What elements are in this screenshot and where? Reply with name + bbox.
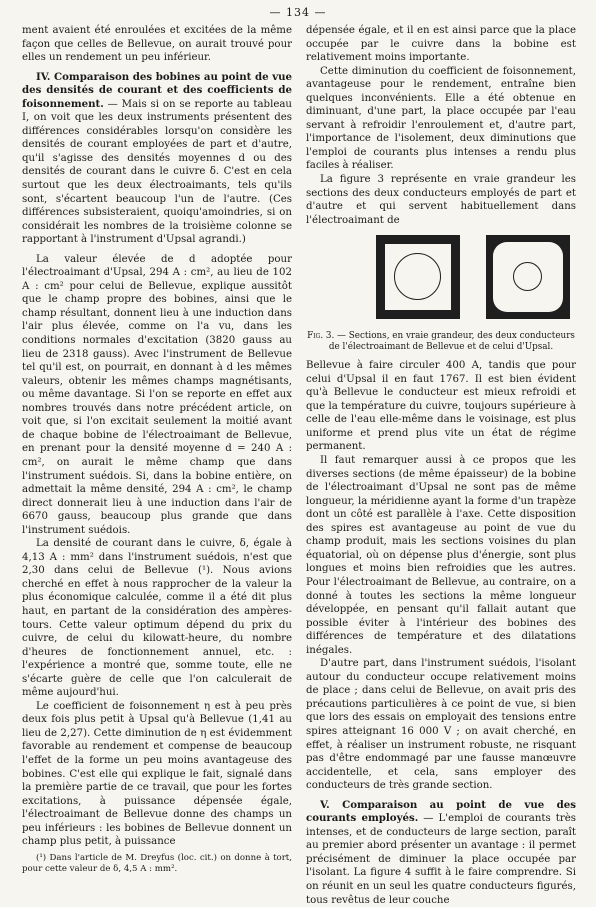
section-iv-heading: IV. Comparaison des bobines au point de vue des densités de courant et des coefficients de foisonnement. xyxy=(22,70,292,110)
water-channel-ring xyxy=(513,262,542,291)
paragraph: La valeur élevée de d adoptée pour l'électroaimant d'Upsal, 294 A : cm², au lieu de 102 A : cm² pour celui de Bellevue, explique aussitôt que le champ propre des bobines, ainsi que le champ résultant, donnent lieu à une induction dans l'air plus élevée, comme on l'a vu, dans les conditions normales d'excitation (3820 gauss au lieu de 2318 gauss). Avec l'instrument de Bellevue tel qu'il est, on pourrait, en donnant à d les mêmes valeurs, obtenir les mêmes champs magnétisants, ou même davantage. Si l'on se reporte en effet aux nombres trouvés dans notre précédent article, on voit que, si l'on excitait seulement la moitié avant de chaque bobine de l'électroaimant de Bellevue, en prenant pour la densité moyenne d = 240 A : cm², on aurait le même champ que dans l'instrument suédois. Si, dans la bobine entière, on admettait la même densité, 294 A : cm², le champ direct donnerait lieu à une induction dans l'air de 6670 gauss, beaucoup plus grande que dans l'instrument suédois. xyxy=(22,253,292,536)
section-v-heading: V. Comparaison au point de vue des courants employés. xyxy=(306,798,576,825)
section-iv-text: — Mais si on se reporte au tableau I, on voit que les deux instruments présentent des différences considérables lorsqu'on considère les densités de courant employées de part et d'autre, qu'il s'agisse des densités moyennes d ou des densités de courant dans le cuivre δ. C'est en cela surtout que les deux électroaimants, tels qu'ils sont, s'écartent beaucoup l'un de l'autre. (Ces différences subsisteraient, quoiqu'amoindries, si on considérait les nombres de la troisième colonne se rapportant à l'instrument d'Upsal agrandi.) xyxy=(22,98,292,246)
paragraph: ment avaient été enroulées et excitées de la même façon que celles de Bellevue, on aurait trouvé pour elles un rendement un peu inférieur. xyxy=(22,25,292,64)
footnote: (¹) Dans l'article de M. Dreyfus (loc. cit.) on donne à tort, pour cette valeur de δ, 4,5 A : mm². xyxy=(22,852,292,874)
paragraph: Le coefficient de foisonnement η est à peu près deux fois plus petit à Upsal qu'à Bellevue (1,41 au lieu de 2,27). Cette diminution de η est évidemment favorable au rendement et compense de beaucoup l'effet de la forme un peu moins avantageuse des bobines. C'est elle qui explique le fait, signalé dans la première partie de ce travail, que pour les fortes excitations, à puissance dépensée égale, l'électroaimant de Bellevue donne des champs un peu inférieurs : les bobines de Bellevue donnent un champ plus petit, à puissance xyxy=(22,700,292,848)
section-v-paragraph xyxy=(306,799,576,907)
left-column xyxy=(22,24,292,875)
section-v-text: — L'emploi de courants très intenses, et de conducteurs de large section, paraît au premier abord présenter un avantage : il permet précisément de diminuer la place occupée par l'isolant. La figure 4 suffit à le faire comprendre. Si on réunit en un seul les quatre conducteurs figurés, tous revêtus de leur couche xyxy=(306,813,576,906)
bellevue-conductor-section xyxy=(376,235,460,319)
upsal-conductor-section xyxy=(486,235,570,319)
section-iv-paragraph xyxy=(22,71,292,247)
caption-label: Fig. 3. xyxy=(307,331,335,342)
paragraph: Cette diminution du coefficient de foisonnement, avantageuse pour le rendement, entraîne bien quelques inconvénients. Elle a été obtenue en diminuant, d'une part, la place occupée par l'eau servant à refroidir l'enroulement et, d'autre part, l'importance de l'isolement, deux diminutions que l'emploi de courants plus intenses a rendu plus faciles à réaliser. xyxy=(306,65,576,172)
paragraph: dépensée égale, et il en est ainsi parce que la place occupée par le cuivre dans la bobine est relativement moins importante. xyxy=(306,25,576,64)
paragraph: La figure 3 représente en vraie grandeur les sections des deux conducteurs employés de part et d'autre et qui servent habituellement dans l'électroaimant de xyxy=(306,174,576,226)
paragraph: D'autre part, dans l'instrument suédois, l'isolant autour du conducteur occupe relativement moins de place ; dans celui de Bellevue, on avait pris des précautions particulières à ce point de vue, si bien que lors des essais on employait des tensions entre spires atteignant 16 000 V ; on avait cherché, en effet, à réaliser un instrument robuste, ne risquant pas d'être endommagé par une fausse manœuvre accidentelle, et cela, sans employer des conducteurs de très grande section. xyxy=(306,658,576,792)
paragraph: Bellevue à faire circuler 400 A, tandis que pour celui d'Upsal il en faut 1767. Il est bien évident qu'à Bellevue le conducteur est mieux refroidi et que la température du cuivre, toujours supérieure à celle de l'eau elle-même dans le voisinage, est plus uniforme et prend plus vite un état de régime permanent. xyxy=(306,360,576,453)
paragraph: La densité de courant dans le cuivre, δ, égale à 4,13 A : mm² dans l'instrument suédois, n'est que 2,30 dans celui de Bellevue (¹). Nous avions cherché en effet à nous rapprocher de la valeur la plus économique calculée, comme il a été dit plus haut, en partant de la considération des ampères-tours. Cette valeur optimum dépend du prix du cuivre, de celui du kilowatt-heure, du nombre d'heures de fonctionnement annuel, etc. : l'expérience a montré que, somme toute, elle ne s'écarte guère de celle que l'on calculerait de même aujourd'hui. xyxy=(22,538,292,699)
water-channel-ring xyxy=(394,253,441,300)
figure-caption xyxy=(306,331,576,353)
caption-text: — Sections, en vraie grandeur, des deux conducteurs de l'électroaimant de Bellevue et de celui d'Upsal. xyxy=(328,331,575,353)
page-number: — 134 — xyxy=(269,6,327,19)
figure-3 xyxy=(306,235,576,331)
paragraph: Il faut remarquer aussi à ce propos que les diverses sections (de même épaisseur) de la bobine de l'électroaimant d'Upsal ne sont pas de même longueur, la méridienne ayant la forme d'un trapèze dont un côté est parallèle à l'axe. Cette disposition des spires est avantageuse au point de vue du champ produit, mais les sections voisines du plan équatorial, où on dépense plus d'énergie, sont plus longues et moins bien refroidies que les autres. Pour l'électroaimant de Bellevue, au contraire, on a donné à toutes les sections la même longueur développée, en pensant qu'il fallait autant que possible éviter à l'intérieur des bobines des différences de température et des dilatations inégales. xyxy=(306,455,576,656)
right-column xyxy=(306,24,576,907)
